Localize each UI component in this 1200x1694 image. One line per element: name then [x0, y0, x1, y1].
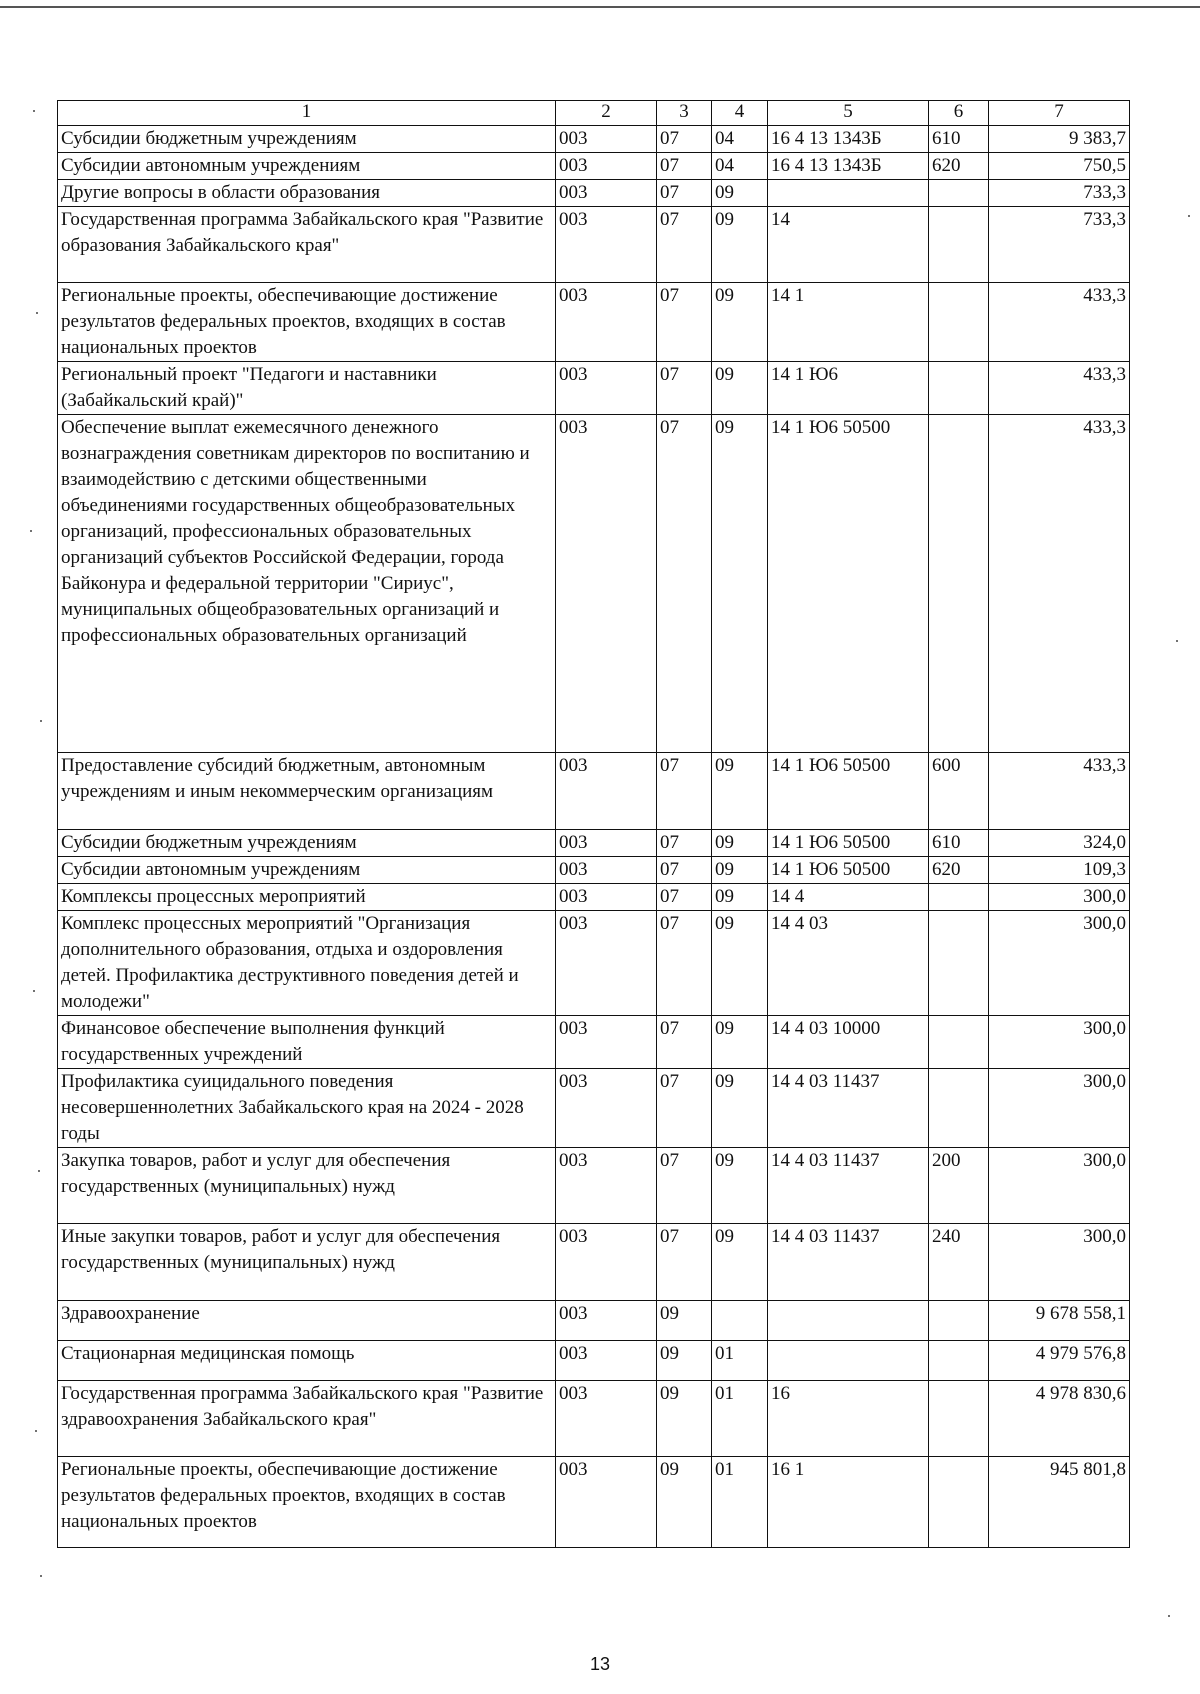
scan-speck — [1176, 640, 1178, 642]
cell-ministry-code: 003 — [556, 1016, 657, 1069]
cell-section-code: 07 — [657, 126, 712, 153]
cell-description: Государственная программа Забайкальского края "Развитие здравоохранения Забайкальского края" — [58, 1381, 556, 1457]
header-ministry-code: 2 — [556, 101, 657, 126]
cell-ministry-code: 003 — [556, 362, 657, 415]
budget-table — [57, 100, 1130, 1548]
cell-subsection-code: 09 — [712, 830, 768, 857]
cell-amount: 433,3 — [989, 362, 1130, 415]
scan-speck — [35, 1430, 37, 1432]
cell-expense-type — [929, 1301, 989, 1341]
cell-target-article: 14 1 Ю6 50500 — [768, 415, 929, 753]
table-row — [58, 1381, 1130, 1457]
table-row — [58, 1457, 1130, 1548]
cell-amount: 9 678 558,1 — [989, 1301, 1130, 1341]
cell-amount: 300,0 — [989, 1224, 1130, 1301]
scan-speck — [30, 530, 32, 532]
cell-ministry-code: 003 — [556, 1148, 657, 1224]
cell-amount: 4 978 830,6 — [989, 1381, 1130, 1457]
cell-ministry-code: 003 — [556, 207, 657, 283]
table-row — [58, 153, 1130, 180]
cell-expense-type — [929, 207, 989, 283]
cell-section-code: 07 — [657, 415, 712, 753]
cell-ministry-code: 003 — [556, 857, 657, 884]
cell-description: Региональные проекты, обеспечивающие достижение результатов федеральных проектов, входящих в состав национальных проектов — [58, 283, 556, 362]
cell-section-code: 09 — [657, 1457, 712, 1548]
cell-description: Субсидии бюджетным учреждениям — [58, 830, 556, 857]
scan-edge-line — [0, 0, 1200, 8]
cell-expense-type: 610 — [929, 830, 989, 857]
scan-speck — [38, 1170, 40, 1172]
page-number: 13 — [589, 1654, 611, 1674]
cell-amount: 433,3 — [989, 415, 1130, 753]
table-row — [58, 857, 1130, 884]
cell-description: Финансовое обеспечение выполнения функций государственных учреждений — [58, 1016, 556, 1069]
cell-subsection-code: 09 — [712, 753, 768, 830]
table-row — [58, 283, 1130, 362]
table-row — [58, 830, 1130, 857]
cell-description: Обеспечение выплат ежемесячного денежного вознаграждения советникам директоров по воспитанию и взаимодействию с детскими общественными объединениями государственных общеобразовательных организаций, профессиональных образовательных организаций субъектов Российской Федерации, города Байконура и федеральной территории "Сириус", муниципальных общеобразовательных организаций и профессиональных образовательных организаций — [58, 415, 556, 753]
cell-section-code: 07 — [657, 153, 712, 180]
cell-description: Комплекс процессных мероприятий "Организация дополнительного образования, отдыха и оздоровления детей. Профилактика деструктивного поведения детей и молодежи" — [58, 911, 556, 1016]
cell-subsection-code: 01 — [712, 1457, 768, 1548]
cell-section-code: 07 — [657, 1224, 712, 1301]
cell-subsection-code: 04 — [712, 126, 768, 153]
cell-target-article: 16 1 — [768, 1457, 929, 1548]
scan-speck — [1168, 1615, 1170, 1617]
cell-description: Стационарная медицинская помощь — [58, 1341, 556, 1381]
cell-expense-type — [929, 1381, 989, 1457]
cell-subsection-code: 09 — [712, 884, 768, 911]
cell-amount: 300,0 — [989, 884, 1130, 911]
cell-expense-type — [929, 415, 989, 753]
cell-subsection-code: 09 — [712, 1016, 768, 1069]
cell-amount: 300,0 — [989, 1016, 1130, 1069]
cell-subsection-code — [712, 1301, 768, 1341]
cell-ministry-code: 003 — [556, 153, 657, 180]
cell-target-article: 14 — [768, 207, 929, 283]
cell-section-code: 07 — [657, 830, 712, 857]
cell-expense-type — [929, 1069, 989, 1148]
header-expense-type: 6 — [929, 101, 989, 126]
table-row — [58, 1301, 1130, 1341]
scan-speck — [33, 110, 35, 112]
cell-description: Государственная программа Забайкальского края "Развитие образования Забайкальского края" — [58, 207, 556, 283]
table-row — [58, 911, 1130, 1016]
cell-subsection-code: 04 — [712, 153, 768, 180]
cell-target-article: 14 4 03 11437 — [768, 1069, 929, 1148]
cell-amount: 433,3 — [989, 753, 1130, 830]
cell-target-article: 14 4 03 — [768, 911, 929, 1016]
cell-section-code: 07 — [657, 857, 712, 884]
scan-speck — [1188, 215, 1190, 217]
cell-section-code: 09 — [657, 1381, 712, 1457]
scan-speck — [40, 1575, 42, 1577]
cell-description: Субсидии бюджетным учреждениям — [58, 126, 556, 153]
cell-target-article: 14 1 Ю6 50500 — [768, 753, 929, 830]
cell-target-article: 14 4 — [768, 884, 929, 911]
cell-amount: 9 383,7 — [989, 126, 1130, 153]
cell-target-article: 14 1 Ю6 — [768, 362, 929, 415]
cell-target-article: 14 1 — [768, 283, 929, 362]
cell-ministry-code: 003 — [556, 1381, 657, 1457]
table-row — [58, 1016, 1130, 1069]
cell-expense-type — [929, 911, 989, 1016]
cell-subsection-code: 09 — [712, 362, 768, 415]
cell-amount: 324,0 — [989, 830, 1130, 857]
cell-expense-type: 200 — [929, 1148, 989, 1224]
table-row — [58, 126, 1130, 153]
cell-target-article: 16 4 13 1343Б — [768, 153, 929, 180]
cell-ministry-code: 003 — [556, 1341, 657, 1381]
cell-expense-type — [929, 1016, 989, 1069]
cell-ministry-code: 003 — [556, 126, 657, 153]
cell-expense-type: 240 — [929, 1224, 989, 1301]
cell-description: Субсидии автономным учреждениям — [58, 857, 556, 884]
cell-subsection-code: 09 — [712, 1069, 768, 1148]
cell-subsection-code: 09 — [712, 1224, 768, 1301]
cell-ministry-code: 003 — [556, 884, 657, 911]
cell-description: Профилактика суицидального поведения несовершеннолетних Забайкальского края на 2024 - 2028 годы — [58, 1069, 556, 1148]
cell-target-article — [768, 180, 929, 207]
cell-ministry-code: 003 — [556, 830, 657, 857]
cell-amount: 733,3 — [989, 207, 1130, 283]
cell-section-code: 07 — [657, 283, 712, 362]
scan-speck — [40, 720, 42, 722]
cell-ministry-code: 003 — [556, 911, 657, 1016]
cell-expense-type — [929, 362, 989, 415]
cell-subsection-code: 09 — [712, 911, 768, 1016]
cell-expense-type — [929, 884, 989, 911]
cell-description: Закупка товаров, работ и услуг для обеспечения государственных (муниципальных) нужд — [58, 1148, 556, 1224]
cell-subsection-code: 01 — [712, 1341, 768, 1381]
cell-target-article: 16 — [768, 1381, 929, 1457]
cell-section-code: 07 — [657, 1148, 712, 1224]
table-row — [58, 1224, 1130, 1301]
cell-section-code: 07 — [657, 207, 712, 283]
table-row — [58, 753, 1130, 830]
cell-target-article: 16 4 13 1343Б — [768, 126, 929, 153]
cell-subsection-code: 09 — [712, 283, 768, 362]
cell-subsection-code: 09 — [712, 180, 768, 207]
cell-amount: 4 979 576,8 — [989, 1341, 1130, 1381]
table-row — [58, 207, 1130, 283]
cell-amount: 300,0 — [989, 1069, 1130, 1148]
cell-subsection-code: 01 — [712, 1381, 768, 1457]
cell-description: Региональные проекты, обеспечивающие достижение результатов федеральных проектов, входящих в состав национальных проектов — [58, 1457, 556, 1548]
table-row — [58, 415, 1130, 753]
cell-expense-type: 600 — [929, 753, 989, 830]
cell-expense-type: 620 — [929, 857, 989, 884]
cell-target-article: 14 4 03 10000 — [768, 1016, 929, 1069]
cell-description: Региональный проект "Педагоги и наставники (Забайкальский край)" — [58, 362, 556, 415]
cell-amount: 300,0 — [989, 1148, 1130, 1224]
cell-section-code: 09 — [657, 1301, 712, 1341]
cell-description: Иные закупки товаров, работ и услуг для обеспечения государственных (муниципальных) нужд — [58, 1224, 556, 1301]
table-row — [58, 1148, 1130, 1224]
cell-ministry-code: 003 — [556, 283, 657, 362]
cell-ministry-code: 003 — [556, 1301, 657, 1341]
header-amount: 7 — [989, 101, 1130, 126]
cell-amount: 733,3 — [989, 180, 1130, 207]
cell-expense-type — [929, 1341, 989, 1381]
cell-subsection-code: 09 — [712, 857, 768, 884]
cell-ministry-code: 003 — [556, 415, 657, 753]
cell-section-code: 07 — [657, 1016, 712, 1069]
cell-expense-type: 620 — [929, 153, 989, 180]
cell-description: Предоставление субсидий бюджетным, автономным учреждениям и иным некоммерческим организациям — [58, 753, 556, 830]
cell-target-article — [768, 1341, 929, 1381]
cell-subsection-code: 09 — [712, 1148, 768, 1224]
cell-target-article: 14 4 03 11437 — [768, 1224, 929, 1301]
cell-ministry-code: 003 — [556, 753, 657, 830]
table-row — [58, 1341, 1130, 1381]
cell-amount: 945 801,8 — [989, 1457, 1130, 1548]
cell-target-article — [768, 1301, 929, 1341]
cell-target-article: 14 4 03 11437 — [768, 1148, 929, 1224]
cell-amount: 300,0 — [989, 911, 1130, 1016]
cell-section-code: 07 — [657, 911, 712, 1016]
cell-subsection-code: 09 — [712, 415, 768, 753]
cell-expense-type — [929, 283, 989, 362]
cell-target-article: 14 1 Ю6 50500 — [768, 857, 929, 884]
header-section-code: 3 — [657, 101, 712, 126]
table-header-row — [58, 101, 1130, 126]
cell-expense-type — [929, 180, 989, 207]
cell-description: Комплексы процессных мероприятий — [58, 884, 556, 911]
cell-section-code: 07 — [657, 180, 712, 207]
header-description: 1 — [58, 101, 556, 126]
cell-section-code: 07 — [657, 884, 712, 911]
header-target-article: 5 — [768, 101, 929, 126]
cell-description: Субсидии автономным учреждениям — [58, 153, 556, 180]
cell-section-code: 09 — [657, 1341, 712, 1381]
cell-expense-type — [929, 1457, 989, 1548]
table-row — [58, 180, 1130, 207]
header-subsection-code: 4 — [712, 101, 768, 126]
cell-description: Здравоохранение — [58, 1301, 556, 1341]
table-row — [58, 884, 1130, 911]
cell-subsection-code: 09 — [712, 207, 768, 283]
cell-ministry-code: 003 — [556, 180, 657, 207]
cell-section-code: 07 — [657, 1069, 712, 1148]
cell-section-code: 07 — [657, 362, 712, 415]
scan-speck — [33, 990, 35, 992]
cell-amount: 750,5 — [989, 153, 1130, 180]
table-row — [58, 362, 1130, 415]
cell-ministry-code: 003 — [556, 1457, 657, 1548]
scan-speck — [36, 312, 38, 314]
cell-expense-type: 610 — [929, 126, 989, 153]
cell-ministry-code: 003 — [556, 1224, 657, 1301]
cell-section-code: 07 — [657, 753, 712, 830]
table-row — [58, 1069, 1130, 1148]
cell-amount: 433,3 — [989, 283, 1130, 362]
cell-amount: 109,3 — [989, 857, 1130, 884]
cell-target-article: 14 1 Ю6 50500 — [768, 830, 929, 857]
cell-ministry-code: 003 — [556, 1069, 657, 1148]
cell-description: Другие вопросы в области образования — [58, 180, 556, 207]
